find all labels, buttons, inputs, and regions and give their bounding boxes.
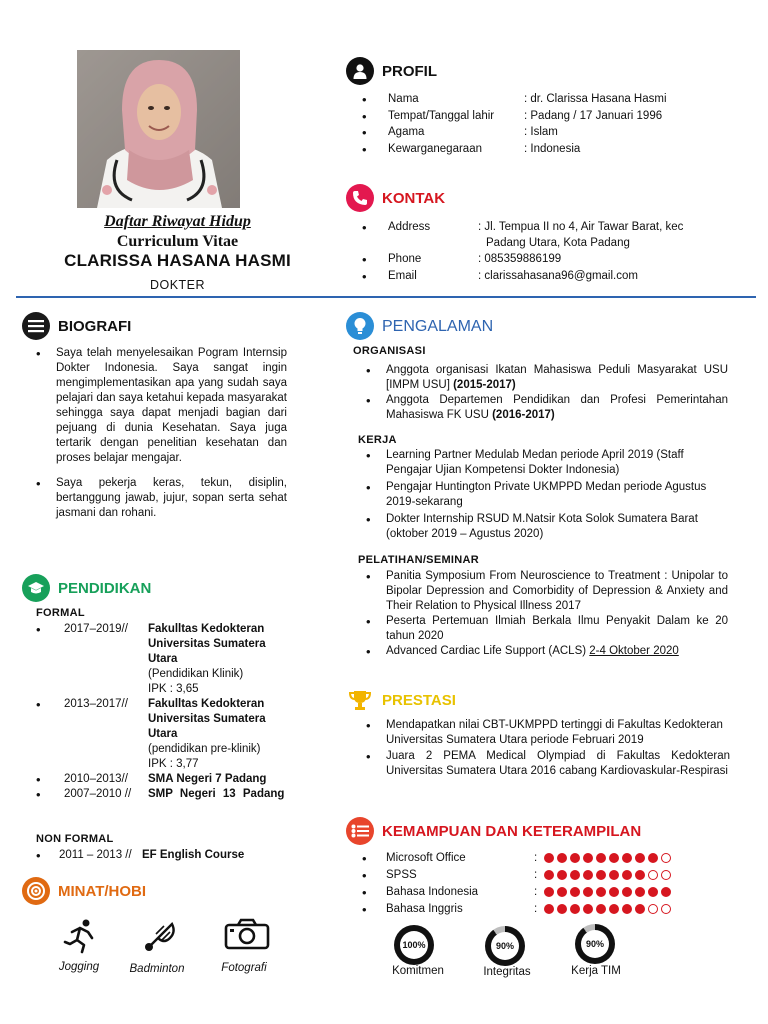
rating-dot-filled	[583, 904, 593, 914]
profil-heading	[346, 57, 437, 85]
phone-icon	[346, 184, 374, 212]
pendidikan-heading-label: PENDIDIKAN	[58, 579, 152, 597]
biografi-heading-label: BIOGRAFI	[58, 317, 132, 335]
nonformal-label: NON FORMAL	[36, 833, 114, 845]
list-item: • Pengajar Huntington Private UKMPPD Medan periode Agustus 2019-sekarang	[360, 480, 732, 510]
rating-dot-empty	[661, 853, 671, 863]
skills-list	[356, 851, 736, 919]
kemampuan-heading-label: KEMAMPUAN DAN KETERAMPILAN	[382, 822, 642, 840]
trophy-icon	[346, 686, 374, 714]
list-item: • Mendapatkan nilai CBT-UKMPPD tertinggi di Fakultas Kedokteran Universitas Sumatera Utara periode Februari 2019	[360, 718, 730, 748]
profil-heading-label: PROFIL	[382, 62, 437, 80]
rating-dot-filled	[635, 904, 645, 914]
prestasi-heading-label: PRESTASI	[382, 691, 456, 709]
user-icon	[346, 57, 374, 85]
soft-skill-gauge	[575, 924, 625, 968]
list-icon	[22, 312, 50, 340]
pengalaman-heading-label: PENGALAMAN	[382, 317, 494, 335]
soft-skill-label: Integritas	[483, 966, 531, 978]
list-item: • Advanced Cardiac Life Support (ACLS) 2-4 Oktober 2020	[360, 644, 728, 659]
formal-list	[30, 622, 290, 817]
rating-dot-empty	[661, 870, 671, 880]
rating-dot-filled	[544, 870, 554, 880]
list-item: • Peserta Pertemuan Ilmiah Berkala Ilmu Penyakit Dalam ke 20 tahun 2020	[360, 614, 728, 644]
rating-dot-filled	[596, 887, 606, 897]
skill-row: • Bahasa Inggris :	[356, 902, 736, 919]
rating-dot-filled	[557, 870, 567, 880]
rating-dot-filled	[583, 887, 593, 897]
pelatihan-label: PELATIHAN/SEMINAR	[358, 554, 480, 566]
rating-dot-filled	[557, 904, 567, 914]
rating-dot-filled	[622, 904, 632, 914]
rating-dot-filled	[570, 887, 580, 897]
person-role: DOKTER	[149, 278, 206, 292]
rating-dot-filled	[583, 853, 593, 863]
rating-dot-filled	[635, 887, 645, 897]
list-item: • Dokter Internship RSUD M.Natsir Kota Solok Sumatera Barat (oktober 2019 – Agustus 2020)	[360, 512, 732, 542]
progress-ring: 90%	[485, 926, 525, 966]
list-item: • Agama : Islam	[362, 125, 558, 140]
camera-icon	[224, 918, 270, 955]
prestasi-list	[360, 718, 730, 779]
skill-rating	[544, 904, 671, 914]
soft-skill-gauge	[394, 925, 444, 969]
target-icon	[22, 877, 50, 905]
biografi-list	[30, 346, 287, 521]
rating-dot-filled	[661, 887, 671, 897]
section-divider	[16, 296, 756, 298]
rating-dot-empty	[648, 904, 658, 914]
list-item: • Email : clarissahasana96@gmail.com	[362, 269, 638, 284]
rating-dot-filled	[648, 853, 658, 863]
list-item: • Juara 2 PEMA Medical Olympiad di Fakultas Kedokteran Universitas Sumatera Utara 2016 cabang Kardiovaskular-Respirasi	[360, 749, 730, 779]
nonformal-item: • 2011 – 2013 // EF English Course	[36, 848, 245, 863]
kontak-heading-label: KONTAK	[382, 189, 446, 207]
lightbulb-icon	[346, 312, 374, 340]
rating-dot-filled	[557, 887, 567, 897]
formal-label: FORMAL	[36, 607, 85, 619]
list-item: • Panitia Symposium From Neuroscience to Treatment : Unipolar to Bipolar Depression and Comorbidity of Depression & Anxiety and Their Relation to Physical Illness 2017	[360, 569, 728, 614]
list-item: • 2007–2010 // SMP Negeri 13 Padang	[36, 787, 285, 802]
rating-dot-filled	[544, 887, 554, 897]
rating-dot-filled	[596, 904, 606, 914]
list-item: • 2013–2017// Fakulltas Kedokteran Universitas Sumatera Utara (pendidikan pre-klinik) IPK : 3,77	[36, 697, 266, 770]
skill-row: • SPSS :	[356, 868, 736, 885]
kerja-label: KERJA	[358, 434, 397, 446]
list-item: • Address : Jl. Tempua II no 4, Air Tawar Barat, kec Padang Utara, Kota Padang	[362, 220, 684, 249]
kemampuan-heading	[346, 817, 641, 845]
checklist-icon	[346, 817, 374, 845]
skill-rating	[544, 887, 671, 897]
cv-title-en: Curriculum Vitae	[116, 233, 239, 250]
pengalaman-heading	[346, 312, 493, 340]
skill-rating	[544, 870, 671, 880]
profile-photo	[77, 50, 240, 208]
pelatihan-list	[360, 569, 728, 659]
skill-rating	[544, 853, 671, 863]
rating-dot-filled	[609, 887, 619, 897]
hobby-label: Fotografi	[221, 962, 267, 974]
profil-list	[356, 92, 736, 158]
rating-dot-filled	[583, 870, 593, 880]
rating-dot-filled	[622, 853, 632, 863]
rating-dot-filled	[635, 853, 645, 863]
shuttlecock-icon	[142, 918, 178, 959]
person-name: CLARISSA HASANA HASMI	[64, 251, 291, 270]
rating-dot-filled	[544, 853, 554, 863]
rating-dot-empty	[648, 870, 658, 880]
organisasi-label: ORGANISASI	[353, 345, 426, 357]
cv-title-id: Daftar Riwayat Hidup	[104, 213, 251, 230]
rating-dot-filled	[570, 870, 580, 880]
soft-skill-label: Komitmen	[392, 965, 444, 977]
biografi-heading	[22, 312, 131, 340]
rating-dot-filled	[609, 853, 619, 863]
skill-row: • Microsoft Office :	[356, 851, 736, 868]
soft-skill-gauge	[485, 926, 535, 970]
list-item: • Saya pekerja keras, tekun, disiplin, bertanggung jawab, jujur, sopan serta sehat jasmani dan rohani.	[30, 476, 287, 521]
list-item: • Phone : 085359886199	[362, 252, 562, 267]
list-item: • 2010–2013// SMA Negeri 7 Padang	[36, 772, 267, 787]
progress-ring: 100%	[394, 925, 434, 965]
rating-dot-filled	[596, 853, 606, 863]
rating-dot-filled	[609, 870, 619, 880]
rating-dot-empty	[661, 904, 671, 914]
hobby-label: Jogging	[58, 961, 100, 973]
list-item: • Saya telah menyelesaikan Pogram Internsip Dokter Indonesia. Saya sangat ingin mengimplementasikan apa yang sudah saya pelajari dan saya ketahui kepada masyarakat sehingga saya dapat menjadi bagian dari pejuang di dunia Kesehatan. Saya juga tertarik dengan penelitian kesehatan dan proses belajar mengajar.	[30, 346, 287, 466]
kontak-list	[356, 220, 746, 286]
minat-heading-label: MINAT/HOBI	[58, 882, 147, 900]
soft-skill-label: Kerja TIM	[571, 965, 621, 977]
rating-dot-filled	[648, 887, 658, 897]
skill-row: • Bahasa Indonesia :	[356, 885, 736, 902]
kerja-list	[360, 448, 732, 542]
rating-dot-filled	[544, 904, 554, 914]
minat-heading	[22, 877, 146, 905]
list-item: • Kewarganegaraan : Indonesia	[362, 141, 581, 157]
runner-icon	[62, 918, 100, 959]
organisasi-list	[360, 363, 728, 423]
rating-dot-filled	[635, 870, 645, 880]
rating-dot-filled	[570, 853, 580, 863]
list-item: • Anggota organisasi Ikatan Mahasiswa Peduli Masyarakat USU [IMPM USU] (2015-2017)	[360, 363, 728, 393]
graduation-cap-icon	[22, 574, 50, 602]
rating-dot-filled	[596, 870, 606, 880]
list-item: • Learning Partner Medulab Medan periode April 2019 (Staff Pengajar Ujian Kompetensi Dokter Indonesia)	[360, 448, 732, 478]
kontak-heading	[346, 184, 445, 212]
rating-dot-filled	[557, 853, 567, 863]
list-item: • Tempat/Tanggal lahir : Padang / 17 Januari 1996	[362, 108, 663, 124]
list-item: • 2017–2019// Fakulltas Kedokteran Universitas Sumatera Utara (Pendidikan Klinik) IPK : 3,65	[36, 622, 266, 695]
list-item: • Anggota Departemen Pendidikan dan Profesi Pemerintahan Mahasiswa FK USU (2016-2017)	[360, 393, 728, 423]
prestasi-heading	[346, 686, 456, 714]
progress-ring: 90%	[575, 924, 615, 964]
hobby-label: Badminton	[129, 963, 185, 975]
rating-dot-filled	[622, 887, 632, 897]
rating-dot-filled	[622, 870, 632, 880]
rating-dot-filled	[609, 904, 619, 914]
pendidikan-heading	[22, 574, 151, 602]
rating-dot-filled	[570, 904, 580, 914]
list-item: • Nama : dr. Clarissa Hasana Hasmi	[362, 92, 667, 107]
